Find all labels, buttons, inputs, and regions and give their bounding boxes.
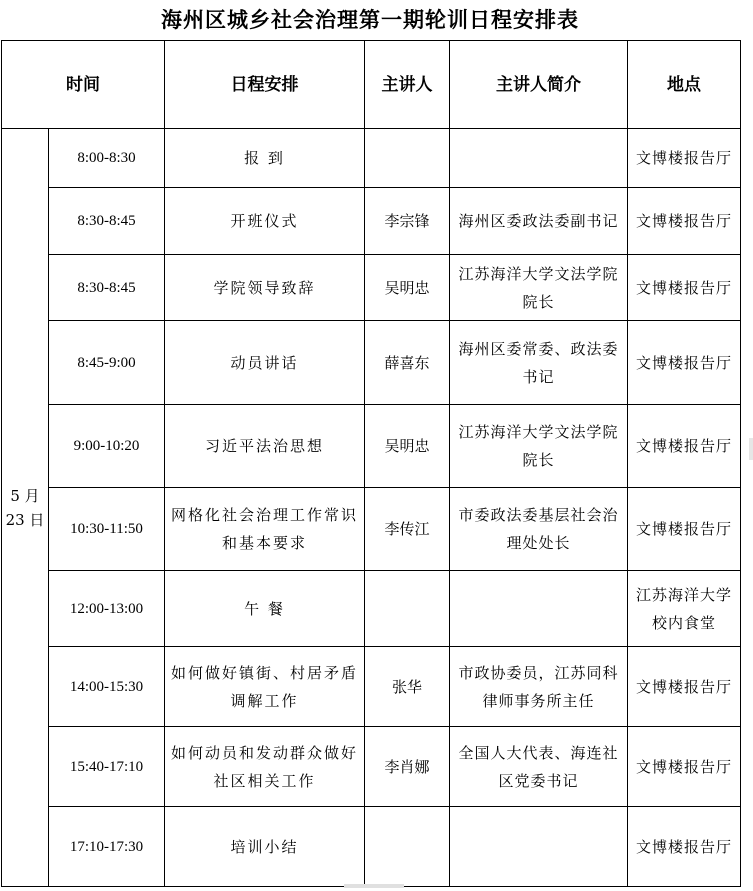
table-row: [2, 405, 741, 488]
time-cell: 15:40-17:10: [49, 727, 165, 807]
speaker-bio-cell: [450, 129, 628, 188]
header-schedule: 日程安排: [165, 41, 365, 129]
speaker-cell: [365, 807, 450, 887]
time-cell: 10:30-11:50: [49, 488, 165, 571]
schedule-cell: 习近平法治思想: [165, 405, 365, 488]
venue-cell: 文博楼报告厅: [628, 255, 741, 321]
speaker-bio-cell: 江苏海洋大学文法学院院长: [450, 255, 628, 321]
header-venue: 地点: [628, 41, 741, 129]
header-time: 时间: [2, 41, 165, 129]
speaker-bio-cell: [450, 571, 628, 647]
speaker-bio-cell: 海州区委常委、政法委书记: [450, 321, 628, 405]
date-cell: [2, 129, 49, 887]
schedule-cell: 学院领导致辞: [165, 255, 365, 321]
venue-cell: 文博楼报告厅: [628, 727, 741, 807]
speaker-bio-cell: 江苏海洋大学文法学院院长: [450, 405, 628, 488]
time-cell: 17:10-17:30: [49, 807, 165, 887]
time-cell: 8:30-8:45: [49, 188, 165, 255]
schedule-cell: 动员讲话: [165, 321, 365, 405]
schedule-table: [1, 40, 741, 887]
table-row: [2, 807, 741, 887]
speaker-cell: 李传江: [365, 488, 450, 571]
speaker-bio-cell: 市政协委员，江苏同科律师事务所主任: [450, 647, 628, 727]
table-row: [2, 647, 741, 727]
speaker-cell: [365, 571, 450, 647]
time-cell: 12:00-13:00: [49, 571, 165, 647]
venue-cell: 文博楼报告厅: [628, 188, 741, 255]
venue-cell: 江苏海洋大学校内食堂: [628, 571, 741, 647]
speaker-cell: 李肖娜: [365, 727, 450, 807]
speaker-bio-cell: [450, 807, 628, 887]
table-row: [2, 727, 741, 807]
table-row: [2, 321, 741, 405]
speaker-cell: 吴明忠: [365, 405, 450, 488]
speaker-cell: 吴明忠: [365, 255, 450, 321]
speaker-cell: 张华: [365, 647, 450, 727]
speaker-cell: 薛喜东: [365, 321, 450, 405]
table-row: [2, 571, 741, 647]
header-row: [2, 41, 741, 129]
schedule-cell: 午 餐: [165, 571, 365, 647]
schedule-cell: 开班仪式: [165, 188, 365, 255]
table-row: [2, 129, 741, 188]
page-edge-marker: [344, 884, 404, 888]
venue-cell: 文博楼报告厅: [628, 129, 741, 188]
speaker-cell: 李宗锋: [365, 188, 450, 255]
speaker-bio-cell: 全国人大代表、海连社区党委书记: [450, 727, 628, 807]
header-speaker: 主讲人: [365, 41, 450, 129]
schedule-cell: 培训小结: [165, 807, 365, 887]
table-row: [2, 188, 741, 255]
table-row: [2, 255, 741, 321]
date-month: 5 月: [10, 486, 40, 505]
venue-cell: 文博楼报告厅: [628, 807, 741, 887]
venue-cell: 文博楼报告厅: [628, 488, 741, 571]
venue-cell: 文博楼报告厅: [628, 647, 741, 727]
time-cell: 8:30-8:45: [49, 255, 165, 321]
schedule-cell: 如何做好镇街、村居矛盾调解工作: [165, 647, 365, 727]
venue-cell: 文博楼报告厅: [628, 405, 741, 488]
speaker-cell: [365, 129, 450, 188]
date-day: 23 日: [5, 510, 45, 529]
venue-cell: 文博楼报告厅: [628, 321, 741, 405]
header-speaker-bio: 主讲人简介: [450, 41, 628, 129]
time-cell: 14:00-15:30: [49, 647, 165, 727]
scrollbar-marker: [749, 438, 753, 460]
page-title: 海州区城乡社会治理第一期轮训日程安排表: [161, 7, 579, 32]
time-cell: 9:00-10:20: [49, 405, 165, 488]
speaker-bio-cell: 海州区委政法委副书记: [450, 188, 628, 255]
schedule-cell: 如何动员和发动群众做好社区相关工作: [165, 727, 365, 807]
table-row: [2, 488, 741, 571]
schedule-cell: 报 到: [165, 129, 365, 188]
time-cell: 8:45-9:00: [49, 321, 165, 405]
speaker-bio-cell: 市委政法委基层社会治理处处长: [450, 488, 628, 571]
time-cell: 8:00-8:30: [49, 129, 165, 188]
schedule-cell: 网格化社会治理工作常识和基本要求: [165, 488, 365, 571]
